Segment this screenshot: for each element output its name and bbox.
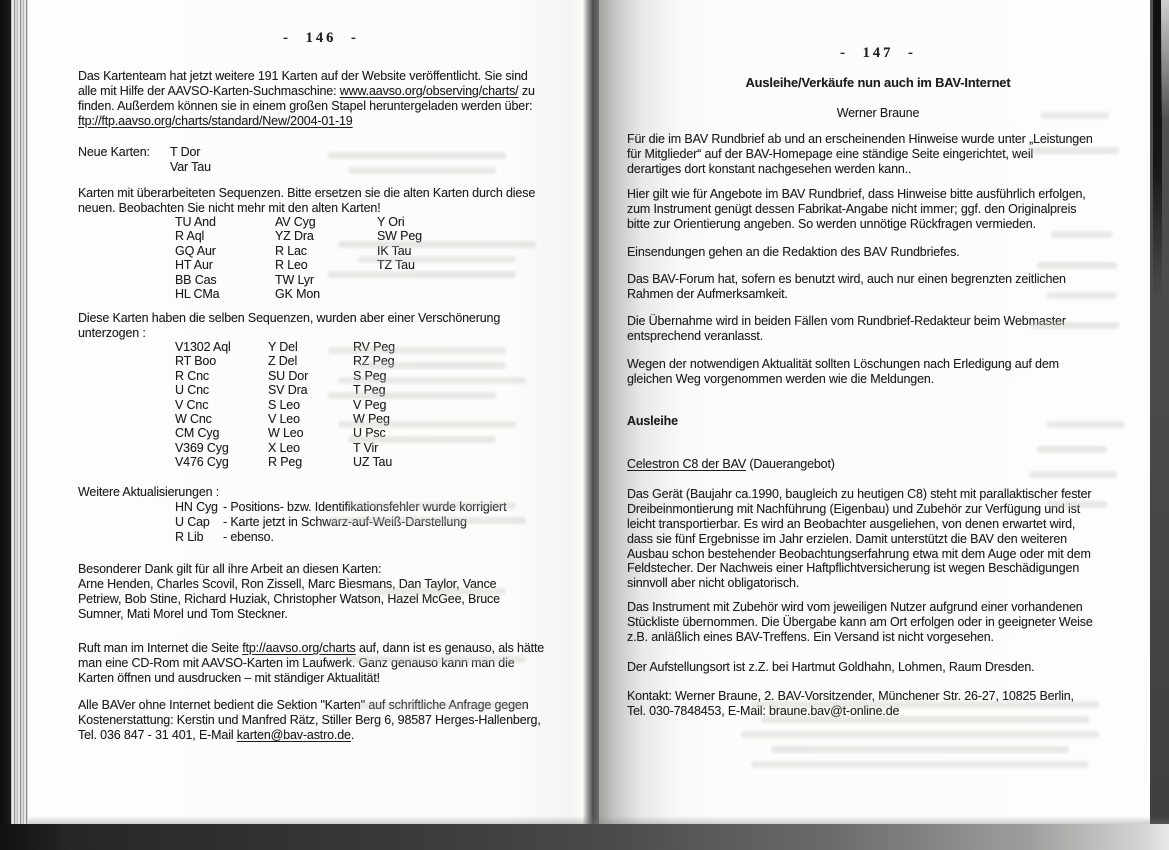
paragraph (627, 132, 1093, 177)
page-147 (599, 0, 1150, 828)
star-name: R Cnc (175, 368, 209, 383)
text-segment: derartiges dort konstant nachgesehen werden kann.. (627, 161, 912, 176)
bleed-through-ghost (338, 377, 526, 384)
text-line (78, 607, 500, 622)
text-segment: Arne Henden, Charles Scovil, Ron Zissell, Marc Biesmans, Dan Taylor, Vance (78, 576, 497, 591)
text-segment: alle mit Hilfe der AAVSO-Karten-Suchmaschine: (78, 83, 340, 98)
paragraph: Einsendungen gehen an die Redaktion des BAV Rundbriefes. (627, 245, 960, 259)
star-name: HN Cyg (175, 500, 218, 515)
offer-name: Celestron C8 der BAV (627, 457, 747, 471)
updates-heading (78, 485, 506, 500)
text-segment: Rahmen der Aufmerksamkeit. (627, 286, 788, 301)
text-segment: Das BAV-Forum hat, sofern es benutzt wird, auch nur einen begrenzten zeitlichen (627, 272, 1066, 286)
bleed-through-ghost (1047, 421, 1125, 428)
star-name: S Leo (268, 397, 300, 412)
text-segment: Tel. 030-7848453, E-Mail: braune.bav@t-online.de (627, 703, 900, 718)
text-segment: Karten mit überarbeiteten Sequenzen. Bitte ersetzen sie die alten Karten durch diese (78, 186, 536, 200)
text-line (627, 532, 1091, 547)
text-segment: neuen. Beobachten Sie nicht mehr mit den alten Karten! (78, 200, 381, 215)
text-segment: Petriew, Bob Stine, Richard Huziak, Christopher Watson, Hazel McGee, Bruce (78, 591, 500, 606)
bleed-through-ghost (338, 241, 536, 248)
text-line (78, 99, 535, 114)
text-segment: Diese Karten haben die selben Sequenzen, wurden aber einer Verschönerung (78, 311, 501, 325)
text-line (78, 311, 500, 326)
star-name: TW Lyr (275, 272, 314, 287)
text-segment: Besonderer Dank gilt für all ihre Arbeit an diesen Karten: (78, 562, 382, 576)
bleed-through-ghost (1031, 322, 1119, 329)
star-name: Y Ori (377, 215, 405, 229)
bleed-through-ghost (358, 362, 506, 369)
bleed-through-ghost (358, 588, 506, 595)
bleed-through-ghost (1031, 147, 1119, 154)
section-heading-ausleihe: Ausleihe (627, 414, 678, 428)
bleed-through-ghost (1047, 292, 1117, 299)
star-name: GQ Aur (175, 243, 216, 258)
text-line (627, 147, 1093, 162)
text-segment: finden. Außerdem können sie in einem großen Stapel heruntergeladen werden über: (78, 98, 533, 113)
star-name: V369 Cyg (175, 440, 229, 455)
bleed-through-ghost (348, 436, 496, 443)
text-line (627, 357, 1059, 372)
scan-right-corner (1161, 0, 1169, 120)
spacer (78, 160, 170, 175)
text-segment: Die Übernahme wird in beiden Fällen vom Rundbrief-Redakteur beim Webmaster (627, 314, 1066, 328)
text-line (627, 630, 1093, 645)
text-line (627, 217, 1086, 232)
text-line (78, 671, 544, 686)
text-segment: zum Instrument genügt dessen Fabrikat-Angabe nicht immer; ggf. den Originalpreis (627, 201, 1077, 216)
star-name: Z Del (268, 354, 298, 369)
text-segment: Hier gilt wie für Angebote im BAV Rundbrief, dass Hinweise bitte ausführlich erfolgen, (627, 187, 1086, 201)
text-line (627, 162, 1093, 177)
star-name: YZ Dra (275, 229, 314, 244)
bleed-through-ghost (741, 731, 1099, 738)
bleed-through-ghost (348, 656, 526, 663)
bleed-through-ghost (1029, 471, 1117, 478)
link-ftp-charts: ftp://aavso.org/charts (242, 641, 356, 655)
text-segment: Das Kartenteam hat jetzt weitere 191 Karten auf der Website veröffentlicht. Sie sind (78, 69, 528, 83)
paragraph (627, 187, 1086, 232)
text-segment: (Dauerangebot) (746, 457, 835, 471)
text-segment: sinnvoll aber nicht obligatorisch. (627, 576, 800, 591)
beautified-charts-table (78, 340, 395, 470)
text-line (627, 487, 1091, 502)
article-author: Werner Braune (836, 106, 920, 120)
star-name (377, 287, 422, 301)
bleed-through-ghost (328, 517, 526, 524)
text-line (627, 314, 1066, 329)
text-segment: entsprechend veranlasst. (627, 328, 764, 343)
text-segment: Wegen der notwendigen Aktualität sollten Löschungen nach Erledigung auf dem (627, 357, 1059, 371)
star-name: TZ Tau (377, 258, 415, 273)
text-segment: Dreibeinmontierung mit Nachführung (Eigenbau) und Zubehör zur Verfügung und ist (627, 501, 1081, 516)
bleed-through-ghost (348, 502, 516, 509)
text-segment: Kostenerstattung: Kerstin und Manfred Rätz, Stiller Berg 6, 98587 Herges-Hallenberg, (78, 712, 541, 727)
text-segment: Weitere Aktualisierungen : (78, 485, 220, 499)
offer-heading (627, 457, 835, 472)
page-146 (26, 0, 586, 826)
text-line (627, 329, 1066, 344)
star-name: W Peg (353, 411, 390, 426)
text-segment: Sumner, Mati Morel und Tom Steckner. (78, 606, 288, 621)
bleed-through-ghost (1037, 262, 1117, 269)
star-name: R Peg (268, 455, 302, 470)
text-segment: bitte zur Orientierung angeben. So werden unnötige Rückfragen vermieden. (627, 216, 1036, 231)
star-name: R Leo (275, 258, 308, 273)
star-name: RV Peg (353, 340, 395, 354)
text-segment: . (350, 727, 355, 742)
text-line (78, 713, 541, 728)
text-line (78, 69, 535, 84)
star-name: TU And (175, 215, 216, 229)
text-line (627, 517, 1091, 532)
intro-paragraph (78, 69, 535, 129)
text-line (78, 641, 544, 656)
cdrom-paragraph (78, 641, 544, 686)
text-line (627, 272, 1066, 287)
bleed-through-ghost (751, 701, 1099, 708)
link-email-karten: karten@bav-astro.de (236, 727, 351, 742)
text-line (78, 84, 535, 99)
star-name: GK Mon (275, 286, 320, 301)
star-name: T Dor (170, 145, 201, 159)
star-name: Y Del (268, 340, 298, 354)
star-name: CM Cyg (175, 426, 220, 441)
scan-left-edge (0, 0, 11, 850)
book-gutter-shadow (583, 0, 599, 828)
text-segment: Ausbau schon bestehender Beobachtungserfahrung etwa mit dem Auge oder mit dem (627, 546, 1091, 561)
update-note: - ebenso. (223, 530, 274, 545)
star-name: UZ Tau (353, 455, 393, 470)
star-name: R Lac (275, 243, 307, 258)
star-name: R Lib (175, 530, 204, 545)
text-segment: leicht transportierbar. Es wird an Beobachter ausgeliehen, von denen erwartet wird, (627, 516, 1076, 531)
bleed-through-ghost (1037, 446, 1107, 453)
star-name: S Peg (353, 368, 387, 383)
text-line (627, 287, 1066, 302)
star-name: V Peg (353, 397, 387, 412)
bleed-through-ghost (358, 256, 516, 263)
star-name: RZ Peg (353, 354, 395, 369)
text-segment: Tel. 036 847 - 31 401, E-Mail (78, 727, 237, 742)
text-line (627, 547, 1091, 562)
neue-karten-row (78, 145, 211, 160)
text-line (78, 562, 500, 577)
star-name: AV Cyg (275, 215, 316, 229)
text-line (78, 186, 535, 201)
bleed-through-ghost (1041, 112, 1109, 119)
star-name: HL CMa (175, 286, 220, 301)
star-name: RT Boo (175, 354, 217, 369)
text-segment: zu (518, 83, 535, 98)
star-name: BB Cas (175, 272, 217, 287)
page-number: - 147 - (840, 45, 916, 61)
text-segment: dass sie fünf Ergebnisse im Jahr erzielen. Damit unterstützt die BAV den weiteren (627, 531, 1067, 546)
text-segment: man eine CD-Rom mit AAVSO-Karten im Laufwerk. Ganz genauso kann man die (78, 655, 515, 670)
bleed-through-ghost (751, 761, 1089, 768)
page-number: - 146 - (283, 30, 359, 46)
star-name: HT Aur (175, 258, 213, 273)
star-name: T Vir (353, 440, 379, 455)
text-line (627, 187, 1086, 202)
star-name: SU Dor (268, 368, 309, 383)
text-line (627, 132, 1093, 147)
bleed-through-ghost (771, 746, 1069, 753)
text-line (627, 615, 1093, 630)
text-line (627, 202, 1086, 217)
replace-note-paragraph (78, 186, 535, 216)
text-line (627, 561, 1091, 576)
text-segment: Feldstecher. Der Nachweis einer Haftpflichtversicherung ist wegen Beschädigungen (627, 561, 1080, 576)
paragraph (627, 600, 1093, 645)
star-name: SW Peg (377, 229, 422, 244)
star-name: U Cap (175, 515, 210, 530)
bleed-through-ghost (328, 392, 496, 399)
star-name: V1302 Aql (175, 340, 231, 354)
star-name: W Cnc (175, 411, 212, 426)
bleed-through-ghost (338, 421, 516, 428)
paragraph (627, 357, 1059, 387)
text-segment: Das Instrument mit Zubehör wird vom jeweiligen Nutzer aufgrund einer vorhandenen (627, 600, 1083, 614)
bleed-through-ghost (1051, 231, 1113, 238)
star-name: U Cnc (175, 383, 209, 398)
neue-karten-label: Neue Karten: (78, 145, 150, 159)
star-name: X Leo (268, 440, 300, 455)
star-name: W Leo (268, 426, 304, 441)
star-name: T Peg (353, 383, 386, 398)
text-line (78, 201, 535, 216)
update-note: - Positions- bzw. Identifikationsfehler wurde korrigiert (223, 500, 507, 515)
text-segment: Alle BAVer ohne Internet bedient die Sektion "Karten" auf schriftliche Anfrage gegen (78, 698, 529, 712)
text-segment: z.B. anläßlich eines BAV-Treffens. Ein Versand ist nicht vorgesehen. (627, 629, 994, 644)
bleed-through-ghost (761, 716, 1089, 723)
text-segment: Kontakt: Werner Braune, 2. BAV-Vorsitzender, Münchener Str. 26-27, 10825 Berlin, (627, 689, 1074, 703)
bleed-through-ghost (358, 702, 526, 709)
link-ftp-new-charts: ftp://ftp.aavso.org/charts/standard/New/2004-01-19 (78, 113, 353, 128)
text-segment: gleichen Weg vorgenommen werden wie die Meldungen. (627, 371, 935, 386)
text-segment: Ruft man im Internet die Seite (78, 641, 243, 655)
text-line (78, 728, 541, 743)
bleed-through-ghost (328, 152, 506, 159)
text-line (78, 326, 500, 341)
bleed-through-ghost (348, 167, 496, 174)
text-segment: Stückliste übernommen. Die Übergabe kann am Ort erfolgen oder in geeigneter Weise (627, 614, 1093, 629)
scan-left-streaks (11, 0, 28, 850)
updates-block (78, 485, 506, 545)
text-line (627, 576, 1091, 591)
text-segment: unterzogen : (78, 325, 146, 340)
star-name: V476 Cyg (175, 455, 229, 470)
paragraph (627, 487, 1091, 591)
text-segment: Das Gerät (Baujahr ca.1990, baugleich zu heutigen C8) steht mit parallaktischer fester (627, 487, 1092, 501)
text-segment: für Mitglieder“ auf der BAV-Homepage eine ständige Seite eingerichtet, weil (627, 146, 1034, 161)
paragraph (627, 272, 1066, 302)
star-name: V Cnc (175, 397, 209, 412)
paragraph (627, 314, 1066, 344)
star-name: R Aql (175, 229, 205, 244)
neue-karten-block (78, 145, 211, 175)
neue-karten-row (78, 160, 211, 175)
beautified-note-paragraph (78, 311, 500, 341)
update-note: - Karte jetzt in Schwarz-auf-Weiß-Darstellung (223, 515, 467, 530)
text-segment: Für die im BAV Rundbrief ab und an erscheinenden Hinweise wurde unter „Leistungen (627, 132, 1093, 146)
paragraph: Der Aufstellungsort ist z.Z. bei Hartmut Goldhahn, Lohmen, Raum Dresden. (627, 660, 1035, 674)
scan-bottom-edge (0, 824, 1169, 850)
text-segment: Karten öffnen und ausdrucken – mit ständiger Aktualität! (78, 670, 380, 685)
text-line (627, 502, 1091, 517)
star-name: U Psc (353, 426, 386, 441)
star-name: V Leo (268, 411, 300, 426)
link-aavso-chart-search: www.aavso.org/observing/charts/ (339, 83, 519, 98)
star-name: IK Tau (377, 243, 412, 258)
bleed-through-ghost (328, 347, 506, 354)
text-line (627, 600, 1093, 615)
text-segment: auf, dann ist es genauso, als hätte (355, 641, 545, 655)
text-line (627, 372, 1059, 387)
star-name: Var Tau (170, 159, 211, 174)
star-name: SV Dra (268, 383, 308, 398)
article-title: Ausleihe/Verkäufe nun auch im BAV-Internet (745, 75, 1011, 90)
bleed-through-ghost (328, 271, 516, 278)
text-line (78, 114, 535, 129)
bleed-through-ghost (1047, 501, 1107, 508)
